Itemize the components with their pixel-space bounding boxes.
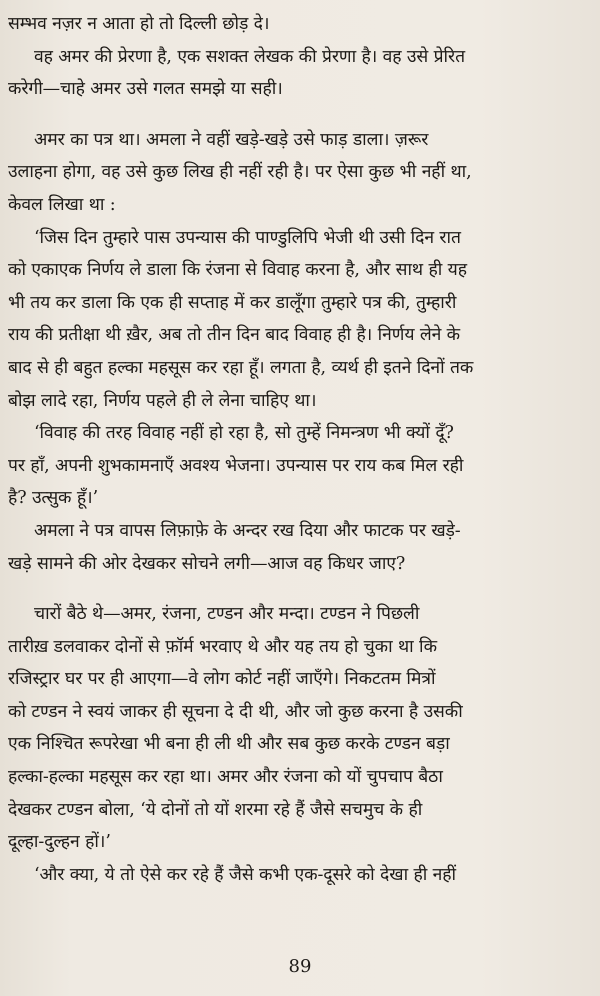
text-line: है? उत्सुक हूँ।’ — [8, 488, 99, 509]
text-line: वह अमर की प्रेरणा है, एक सशक्त लेखक की प्रेरणा है। वह उसे प्रेरित — [34, 46, 465, 67]
paragraph — [8, 859, 586, 892]
text-line: बाद से ही बहुत हल्का महसूस कर रहा हूँ। लगता है, व्यर्थ ही इतने दिनों तक — [8, 357, 474, 378]
text-line: ‘जिस दिन तुम्हारे पास उपन्यास की पाण्डुलिपि भेजी थी उसी दिन रात — [34, 227, 461, 248]
text-line: दूल्हा-दुल्हन हों।’ — [8, 832, 111, 853]
text-line: एक निश्चित रूपरेखा भी बना ही ली थी और सब कुछ करके टण्डन बड़ा — [8, 734, 450, 755]
paragraph — [8, 598, 586, 859]
text-line: पर हाँ, अपनी शुभकामनाएँ अवश्य भेजना। उपन्यास पर राय कब मिल रही — [8, 455, 464, 476]
text-line: करेगी—चाहे अमर उसे गलत समझे या सही। — [8, 79, 283, 100]
text-line: देखकर टण्डन बोला, ‘ये दोनों तो यों शरमा रहे हैं जैसे सचमुच के ही — [8, 799, 423, 820]
text-line: अमर का पत्र था। अमला ने वहीं खड़े-खड़े उसे फाड़ डाला। ज़रूर — [34, 129, 429, 150]
paragraph — [8, 515, 586, 580]
text-line: ‘विवाह की तरह विवाह नहीं हो रहा है, सो तुम्हें निमन्त्रण भी क्यों दूँ? — [34, 423, 454, 444]
paragraph-gap — [8, 580, 586, 598]
text-line: अमला ने पत्र वापस लिफ़ाफ़े के अन्दर रख दिया और फाटक पर खड़े- — [34, 520, 461, 541]
text-line: चारों बैठे थे—अमर, रंजना, टण्डन और मन्दा। टण्डन ने पिछली — [34, 604, 420, 625]
paragraph — [8, 41, 586, 106]
paragraph — [8, 8, 586, 41]
text-line: ‘और क्या, ये तो ऐसे कर रहे हैं जैसे कभी एक-दूसरे को देखा ही नहीं — [34, 864, 456, 885]
text-line: तारीख़ डलवाकर दोनों से फ़ॉर्म भरवाए थे और यह तय हो चुका था कि — [8, 636, 437, 657]
paragraph — [8, 222, 586, 418]
text-line: को टण्डन ने स्वयं जाकर ही सूचना दे दी थी, और जो कुछ करना है उसकी — [8, 701, 463, 722]
text-line: सम्भव नज़र न आता हो तो दिल्ली छोड़ दे। — [8, 14, 270, 34]
paragraph — [8, 124, 586, 222]
paragraph — [8, 417, 586, 515]
text-line: उलाहना होगा, वह उसे कुछ लिख ही नहीं रही है। पर ऐसा कुछ भी नहीं था, — [8, 162, 472, 183]
text-line: खड़े सामने की ओर देखकर सोचने लगी—आज वह किधर जाए? — [8, 553, 406, 574]
page-number: 89 — [288, 956, 312, 977]
text-line: हल्का-हल्का महसूस कर रहा था। अमर और रंजना को यों चुपचाप बैठा — [8, 767, 443, 788]
text-line: केवल लिखा था : — [8, 194, 116, 215]
text-body — [8, 8, 586, 891]
text-line: राय की प्रतीक्षा थी ख़ैर, अब तो तीन दिन बाद विवाह ही है। निर्णय लेने के — [8, 325, 461, 346]
text-line: भी तय कर डाला कि एक ही सप्ताह में कर डालूँगा तुम्हारे पत्र की, तुम्हारी — [8, 292, 457, 313]
text-line: रजिस्ट्रार घर पर ही आएगा—वे लोग कोर्ट नहीं जाएँगे। निकटतम मित्रों — [8, 669, 436, 690]
text-line: बोझ लादे रहा, निर्णय पहले ही ले लेना चाहिए था। — [8, 390, 317, 411]
paragraph-gap — [8, 106, 586, 124]
text-line: को एकाएक निर्णय ले डाला कि रंजना से विवाह करना है, और साथ ही यह — [8, 260, 467, 281]
